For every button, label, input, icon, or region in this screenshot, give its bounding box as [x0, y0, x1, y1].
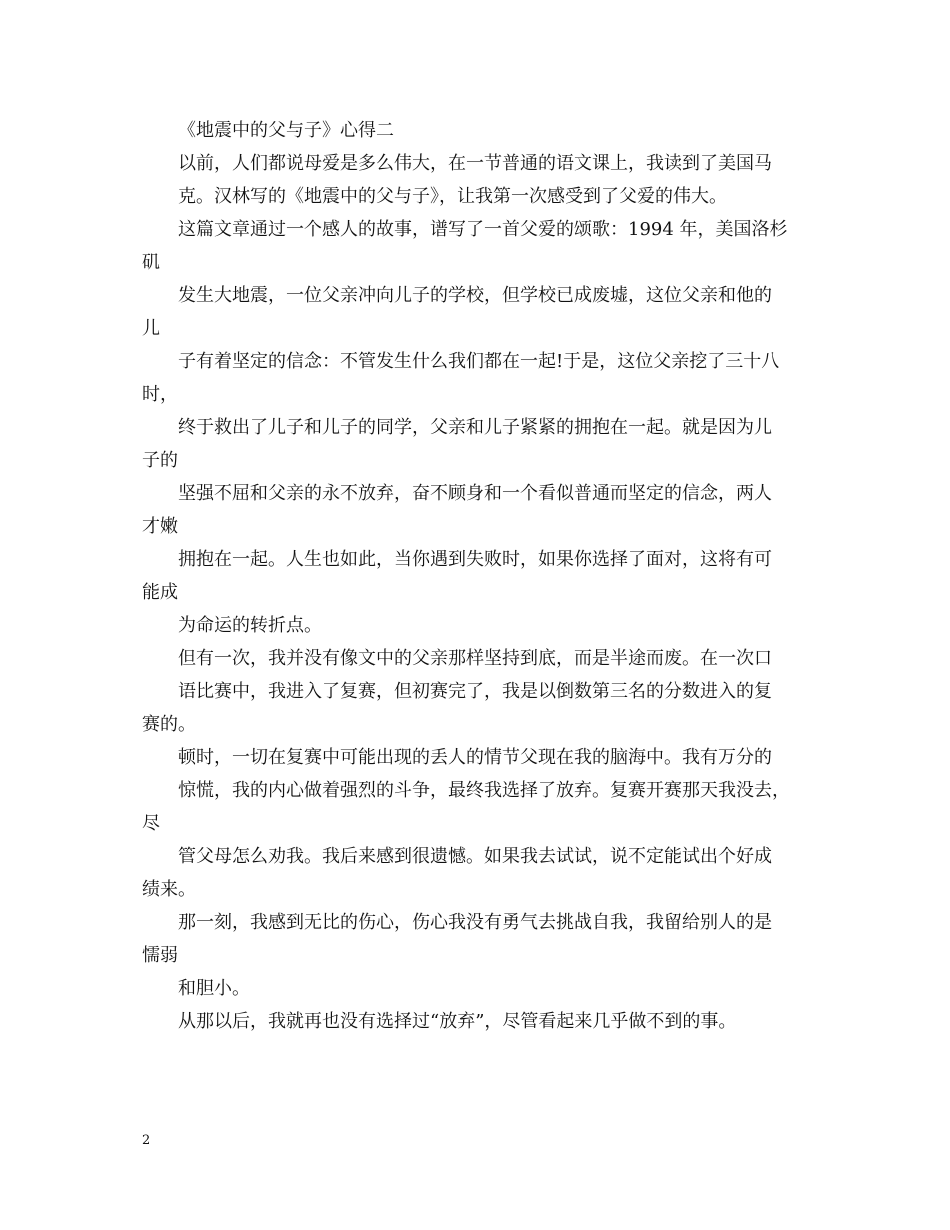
text-line: 尽	[142, 813, 160, 834]
page-number: 2	[142, 1133, 151, 1148]
document-body	[142, 114, 822, 1038]
text-line: 和胆小。	[178, 978, 250, 999]
text-line: 那一刻，我感到无比的伤心，伤心我没有勇气去挑战自我，我留给别人的是	[178, 912, 772, 933]
text-line: 才嫩	[142, 516, 178, 537]
text-line: 时，	[142, 384, 178, 405]
text-line: 这篇文章通过一个感人的故事，谱写了一首父爱的颂歌：1994 年，美国洛杉	[178, 219, 788, 240]
text-line: 为命运的转折点。	[178, 615, 322, 636]
text-line: 从那以后，我就再也没有选择过“放弃”，尽管看起来几乎做不到的事。	[178, 1011, 737, 1032]
text-line: 赛的。	[142, 714, 196, 735]
text-line: 子有着坚定的信念：不管发生什么我们都在一起!于是，这位父亲挖了三十八	[178, 351, 780, 372]
text-line: 子的	[142, 450, 178, 471]
text-line: 矶	[142, 252, 160, 273]
text-line: 懦弱	[142, 945, 178, 966]
text-line: 顿时，一切在复赛中可能出现的丢人的情节父现在我的脑海中。我有万分的	[178, 747, 772, 768]
text-line: 能成	[142, 582, 178, 603]
text-line: 以前，人们都说母爱是多么伟大，在一节普通的语文课上，我读到了美国马	[178, 153, 772, 174]
text-line: 但有一次，我并没有像文中的父亲那样坚持到底，而是半途而废。在一次口	[178, 648, 772, 669]
text-line: 儿	[142, 318, 160, 339]
text-line: 坚强不屈和父亲的永不放弃，奋不顾身和一个看似普通而坚定的信念，两人	[178, 483, 772, 504]
text-line: 《地震中的父与子》心得二	[178, 120, 394, 141]
text-line: 惊慌，我的内心做着强烈的斗争，最终我选择了放弃。复赛开赛那天我没去，	[178, 780, 790, 801]
text-line: 终于救出了儿子和儿子的同学，父亲和儿子紧紧的拥抱在一起。就是因为儿	[178, 417, 772, 438]
text-line: 绩来。	[142, 879, 196, 900]
text-line: 发生大地震，一位父亲冲向儿子的学校，但学校已成废墟，这位父亲和他的	[178, 285, 772, 306]
text-line: 语比赛中，我进入了复赛，但初赛完了，我是以倒数第三名的分数进入的复	[178, 681, 772, 702]
text-line: 拥抱在一起。人生也如此，当你遇到失败时，如果你选择了面对，这将有可	[178, 549, 772, 570]
text-line: 管父母怎么劝我。我后来感到很遗憾。如果我去试试，说不定能试出个好成	[178, 846, 772, 867]
text-line: 克。汉林写的《地震中的父与子》，让我第一次感受到了父爱的伟大。	[178, 186, 727, 207]
